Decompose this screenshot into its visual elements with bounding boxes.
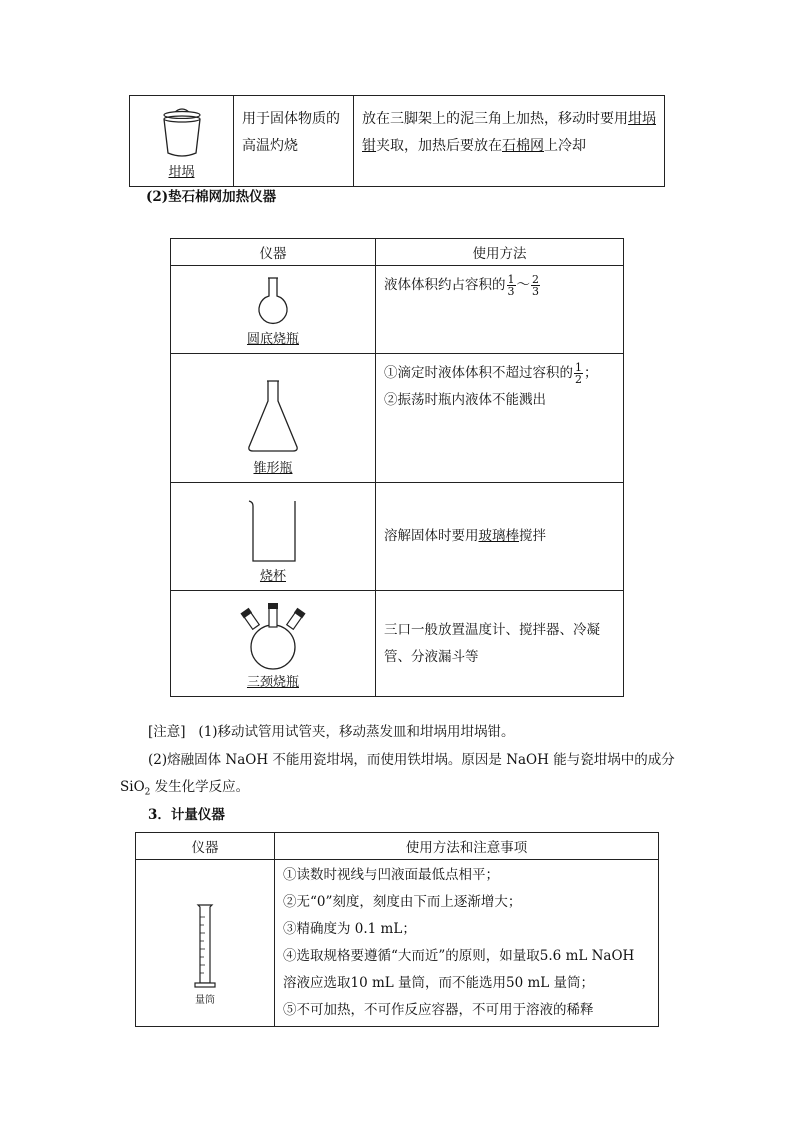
table-row <box>171 591 624 697</box>
conical-flask-usage: ①滴定时液体体积不超过容积的 $\frac{1}{2}$ ； ②振荡时瓶内液体不能溅出 <box>376 354 624 483</box>
crucible-method: 放在三脚架上的泥三角上加热，移动时要用坩埚钳夹取，加热后要放在石棉网上冷却 <box>354 96 665 187</box>
note-line-3: SiO$_2$ 发生化学反应。 <box>120 779 250 798</box>
col-header-notes: 使用方法和注意事项 <box>275 833 659 860</box>
flask-cell <box>171 266 376 354</box>
section-3-title: 3．计量仪器 <box>148 807 225 823</box>
three-neck-flask-name: 三颈烧瓶 <box>246 675 299 690</box>
beaker-usage: 溶解固体时要用玻璃棒搅拌 <box>376 483 624 591</box>
conical-flask-cell <box>171 354 376 483</box>
list-item: ③精确度为 0.1 mL； <box>283 921 416 937</box>
three-neck-flask-icon <box>238 601 308 671</box>
flask-name: 圆底烧瓶 <box>246 332 299 347</box>
col-header-instrument: 仪器 <box>171 239 376 266</box>
heating-table <box>170 238 624 697</box>
list-item: ①读数时视线与凹液面最低点相平； <box>283 867 499 883</box>
conical-flask-icon <box>243 379 303 457</box>
list-item: ②无“0”刻度，刻度由下而上逐渐增大； <box>283 894 522 910</box>
round-bottom-flask-icon <box>248 276 298 328</box>
cylinder-notes <box>275 860 659 1027</box>
crucible-use: 用于固体物质的高温灼烧 <box>234 96 354 187</box>
note-line-2: (2)熔融固体 NaOH 不能用瓷坩埚，而使用铁坩埚。原因是 NaOH 能与瓷坩埚中的成分 <box>148 752 675 768</box>
conical-flask-name: 锥形瓶 <box>253 461 293 476</box>
col-header-usage: 使用方法 <box>376 239 624 266</box>
crucible-name: 坩埚 <box>168 165 195 180</box>
list-item: ④选取规格要遵循“大而近”的原则，如量取5.6 mL NaOH <box>283 948 635 964</box>
list-item: 溶液应选取10 mL 量筒，而不能选用50 mL 量筒； <box>283 975 595 991</box>
col-header-instrument-3: 仪器 <box>136 833 275 860</box>
measuring-table <box>135 832 659 1027</box>
note-line-1: [注意] (1)移动试管用试管夹，移动蒸发皿和坩埚用坩埚钳。 <box>148 724 515 740</box>
beaker-name: 烧杯 <box>259 569 286 584</box>
table-row <box>171 354 624 483</box>
crucible-icon <box>152 105 212 161</box>
cylinder-name: 量筒 <box>195 994 215 1006</box>
beaker-icon <box>243 499 303 565</box>
three-neck-flask-cell <box>171 591 376 697</box>
three-neck-flask-usage: 三口一般放置温度计、搅拌器、冷凝管、分液漏斗等 <box>376 591 624 697</box>
beaker-cell <box>171 483 376 591</box>
table-row <box>171 266 624 354</box>
list-item: ⑤不可加热，不可作反应容器，不可用于溶液的稀释 <box>283 1002 594 1018</box>
cylinder-cell <box>136 860 275 1027</box>
crucible-cell <box>130 96 234 187</box>
table-row <box>171 483 624 591</box>
table-row <box>136 860 659 1027</box>
graduated-cylinder-icon <box>190 903 220 993</box>
flask-usage: 液体体积约占容积的 $\frac{1}{3}$ ～ $\frac{2}{3}$ <box>376 266 624 354</box>
crucible-table <box>129 95 665 187</box>
section-2-title: (2)垫石棉网加热仪器 <box>146 189 277 205</box>
